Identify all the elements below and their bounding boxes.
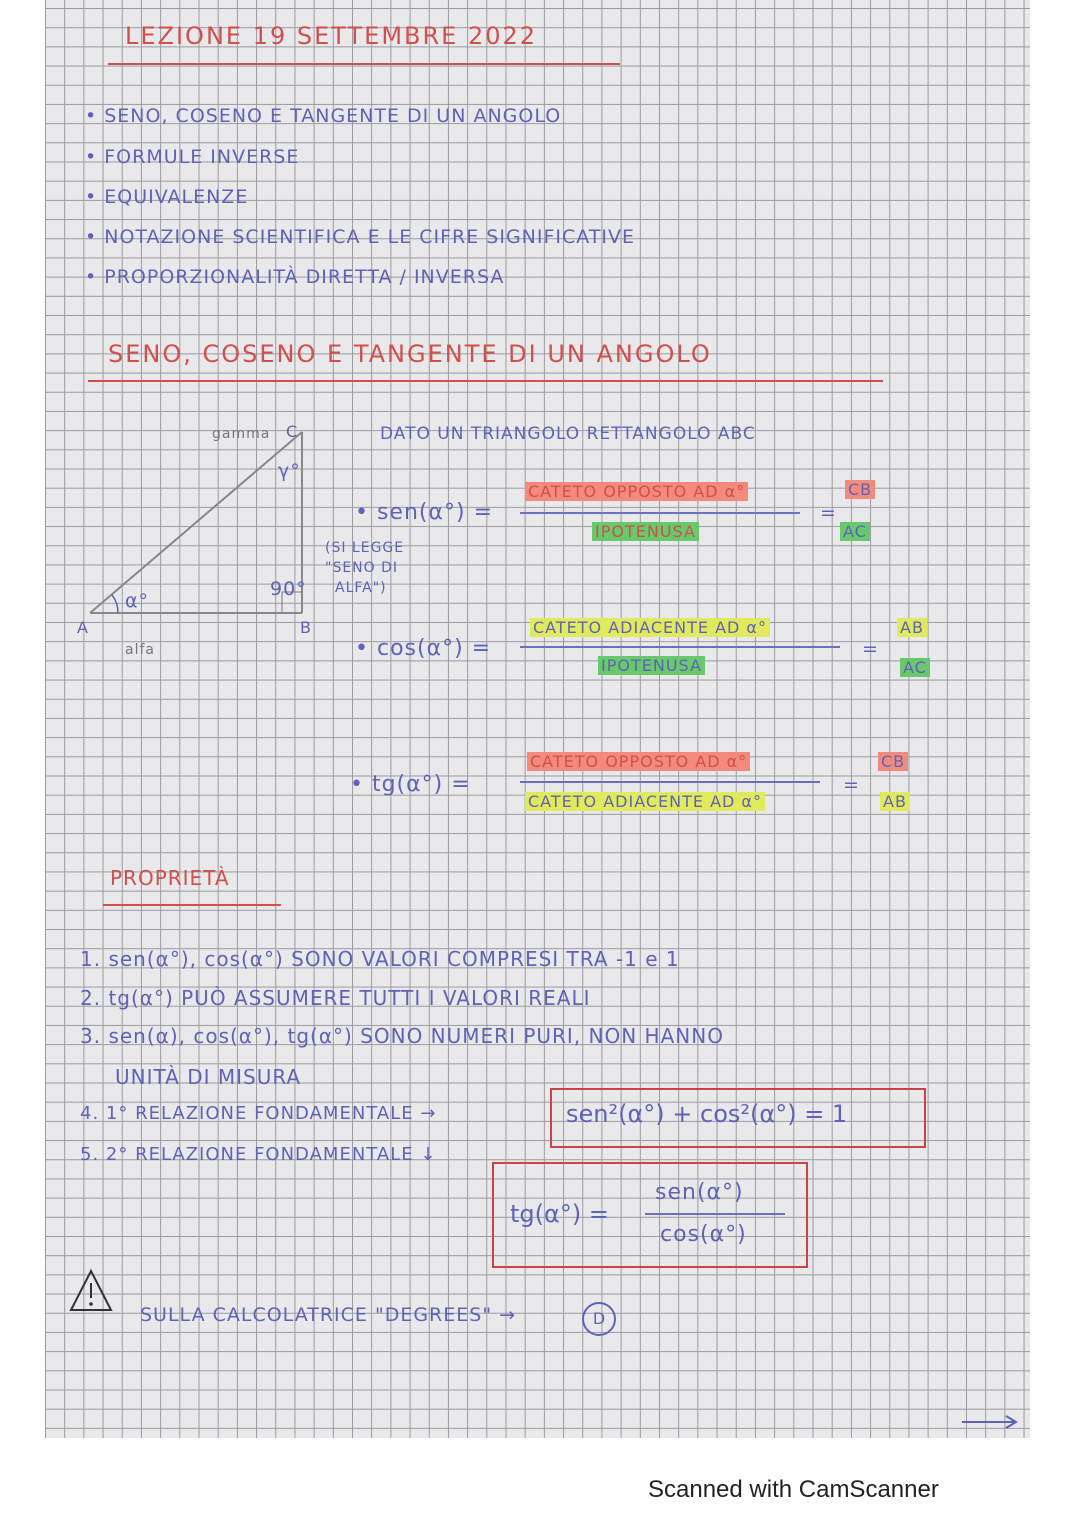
cos-denominator: IPOTENUSA — [598, 656, 705, 675]
section-heading: SENO, COSENO E TANGENTE DI UN ANGOLO — [108, 340, 712, 368]
gamma-angle: γ° — [278, 460, 301, 482]
fraction-bar — [520, 646, 840, 648]
sen-rhs-numerator: CB — [845, 480, 875, 499]
vertex-b: B — [300, 618, 312, 637]
degrees-badge: D — [582, 1302, 616, 1336]
cos-rhs-numerator: AB — [897, 618, 927, 637]
warning-triangle-icon — [68, 1268, 114, 1314]
property-item: 2. tg(α°) PUÒ ASSUMERE TUTTI I VALORI REALI — [80, 986, 591, 1010]
agenda-item: • NOTAZIONE SCIENTIFICA E LE CIFRE SIGNIFICATIVE — [85, 226, 636, 248]
relation-2-denominator: cos(α°) — [660, 1222, 747, 1247]
tg-lhs: • tg(α°) = — [350, 772, 471, 797]
cos-rhs-denominator: AC — [900, 658, 930, 677]
gamma-label: gamma — [212, 426, 271, 442]
agenda-item: • PROPORZIONALITÀ DIRETTA / INVERSA — [85, 266, 505, 288]
cos-lhs: • cos(α°) = — [355, 636, 492, 661]
reading-note: (SI LEGGE — [325, 540, 405, 556]
title-underline — [108, 63, 620, 65]
fraction-bar — [520, 781, 820, 783]
tg-denominator: CATETO ADIACENTE AD α° — [525, 792, 765, 811]
section-underline — [88, 380, 883, 382]
agenda-item: • SENO, COSENO E TANGENTE DI UN ANGOLO — [85, 105, 562, 127]
right-angle: 90° — [270, 578, 307, 600]
sen-numerator: CATETO OPPOSTO AD α° — [525, 482, 748, 501]
property-item: 1. sen(α°), cos(α°) SONO VALORI COMPRESI TRA -1 e 1 — [80, 947, 680, 971]
property-item: UNITÀ DI MISURA — [115, 1065, 302, 1089]
tg-rhs-denominator: AB — [880, 792, 910, 811]
reading-note: ALFA") — [335, 580, 387, 596]
equals: = — [820, 502, 837, 524]
calculator-note: SULLA CALCOLATRICE "DEGREES" → — [140, 1304, 517, 1326]
property-item: 5. 2° RELAZIONE FONDAMENTALE ↓ — [80, 1144, 437, 1165]
relation-2-lhs: tg(α°) = — [510, 1200, 609, 1228]
right-triangle-diagram — [80, 420, 320, 640]
vertex-a: A — [77, 618, 89, 637]
equals: = — [862, 638, 879, 660]
tg-rhs-numerator: CB — [878, 752, 908, 771]
agenda-item: • EQUIVALENZE — [85, 186, 249, 208]
property-item: 4. 1° RELAZIONE FONDAMENTALE → — [80, 1103, 437, 1124]
reading-note: "SENO DI — [325, 560, 399, 576]
sen-rhs-denominator: AC — [840, 522, 870, 541]
tg-numerator: CATETO OPPOSTO AD α° — [527, 752, 750, 771]
next-page-arrow-icon — [960, 1414, 1020, 1434]
relation-2-numerator: sen(α°) — [655, 1180, 744, 1205]
fraction-bar — [520, 512, 800, 514]
alpha-angle: α° — [125, 590, 150, 612]
section-underline — [103, 904, 281, 906]
agenda-item: • FORMULE INVERSE — [85, 146, 300, 168]
sen-denominator: IPOTENUSA — [592, 522, 699, 541]
property-item: 3. sen(α), cos(α°), tg(α°) SONO NUMERI PURI, NON HANNO — [80, 1024, 724, 1048]
scanner-watermark: Scanned with CamScanner — [648, 1476, 939, 1503]
equals: = — [843, 774, 860, 796]
section-heading: PROPRIETÀ — [110, 866, 230, 890]
vertex-c: C — [286, 422, 299, 441]
page-title: LEZIONE 19 SETTEMBRE 2022 — [125, 22, 538, 50]
intro-text: DATO UN TRIANGOLO RETTANGOLO ABC — [380, 424, 756, 444]
relation-1: sen²(α°) + cos²(α°) = 1 — [566, 1100, 848, 1128]
cos-numerator: CATETO ADIACENTE AD α° — [530, 618, 770, 637]
fraction-bar — [645, 1213, 785, 1215]
sen-lhs: • sen(α°) = — [355, 500, 494, 525]
alfa-label: alfa — [125, 642, 155, 658]
